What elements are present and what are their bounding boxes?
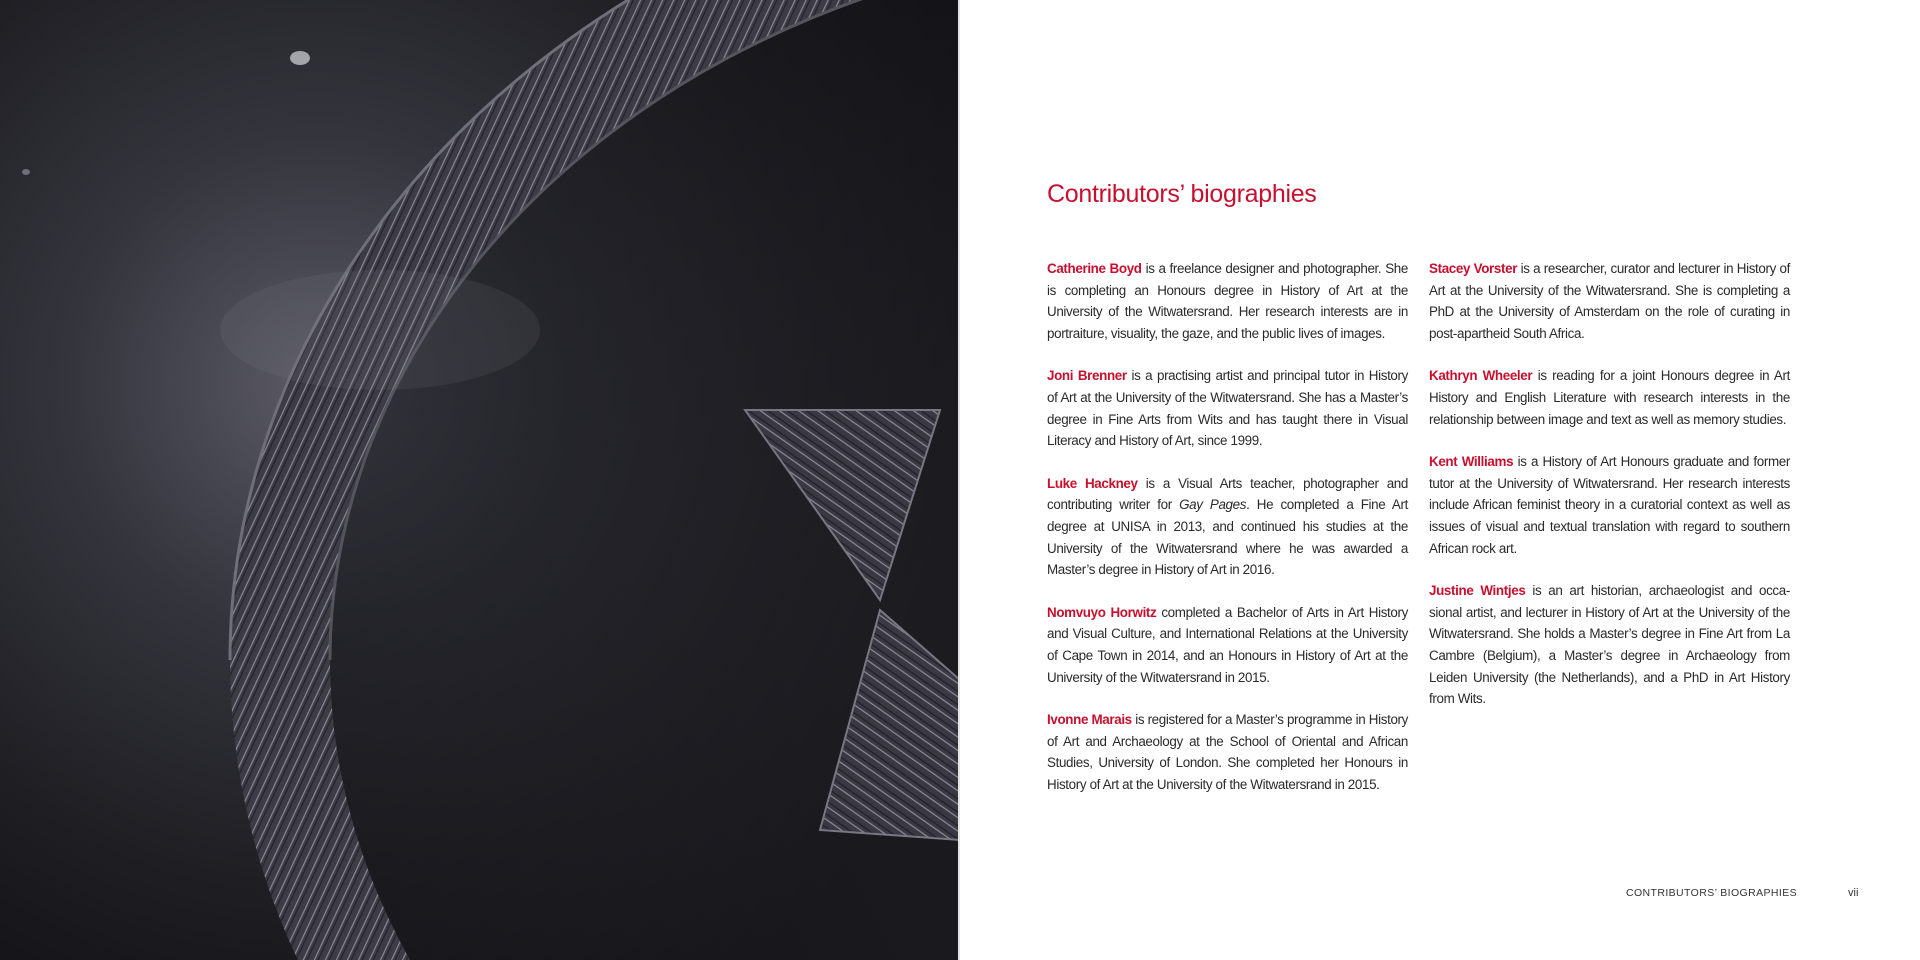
biographies-page <box>960 0 1920 960</box>
bio-entry <box>1429 451 1790 559</box>
bio-text: is a Visual Arts teacher, photographer and contributing writer for <box>1047 475 1408 513</box>
contributor-name: Kathryn Wheeler <box>1429 368 1533 384</box>
bio-text: is a freelance designer and photographer. She is completing an Honours degree in History of Art at the University of the Witwatersrand. Her research interests are in portraiture, visuality, the gaze, and the public lives of images. <box>1047 261 1408 341</box>
contributor-name: Luke Hackney <box>1047 475 1138 491</box>
bio-entry <box>1047 602 1408 688</box>
bio-entry <box>1429 580 1790 710</box>
bio-entry <box>1047 709 1408 795</box>
bio-text: is a History of Art Honours graduate and former tutor at the University of Witwatersrand. Her research interests include African feminist theory in a curatorial context as well as issues of visual and textual translation with regard to southern African rock art. <box>1429 454 1790 556</box>
contributor-name: Catherine Boyd <box>1047 261 1142 276</box>
contributor-name: Ivonne Marais <box>1047 712 1132 728</box>
bio-text: completed a Bachelor of Arts in Art History and Visual Culture, and International Relations at the University of Cape Town in 2014, and an Honours in History of Art at the University of the Witwatersrand in 2015. <box>1047 604 1408 685</box>
bio-text-continued: . He completed a Fine Art degree at UNISA in 2013, and continued his studies at the University of the Witwatersrand where he was awarded a Master’s degree in History of Art in 2016. <box>1047 497 1408 578</box>
bio-text: is reading for a joint Honours degree in Art History and English Literature with research interests in the relationship between image and text as well as memory studies. <box>1429 368 1790 427</box>
bio-entry <box>1047 258 1408 344</box>
bio-entry <box>1047 473 1408 581</box>
running-head: CONTRIBUTORS’ BIOGRAPHIES <box>1626 887 1798 899</box>
bio-entry <box>1429 365 1790 430</box>
bio-entry <box>1047 365 1408 451</box>
bio-column-right <box>1429 258 1790 731</box>
bio-text: is a researcher, curator and lecturer in History of Art at the University of the Witwatersrand. She is completing a PhD at the University of Amsterdam on the role of curating in post-apartheid South Africa. <box>1429 261 1790 341</box>
contributor-name: Nomvuyo Horwitz <box>1047 604 1157 620</box>
page-number: vii <box>1848 887 1859 899</box>
bio-text: is an art historian, archaeologist and occa-sional artist, and lecturer in History of Art at the University of the Witwatersrand. She holds a Master’s degree in Fine Art from La Cambre (Belgium), a Master’s degree in Archaeology from Leiden University (the Netherlands), and a PhD in Art History from Wits. <box>1429 583 1790 707</box>
bio-column-left <box>1047 258 1408 816</box>
bio-text: is registered for a Master’s programme in History of Art and Archaeology at the School of Oriental and African Studies, University of London. She completed her Honours in History of Art at the University of the Witwatersrand in 2015. <box>1047 712 1408 792</box>
bio-text: is a practising artist and principal tutor in History of Art at the University of the Witwatersrand. She has a Master’s degree in Fine Arts from Wits and has taught there in Visual Literacy and History of Art, since 1999. <box>1047 368 1408 449</box>
page-title: Contributors’ biographies <box>1047 180 1317 208</box>
contributor-name: Justine Wintjes <box>1429 583 1526 599</box>
contributor-name: Kent Williams <box>1429 454 1514 470</box>
contributor-name: Joni Brenner <box>1047 368 1127 384</box>
contributor-name: Stacey Vorster <box>1429 261 1518 276</box>
bio-entry <box>1429 258 1790 344</box>
publication-title: Gay Pages <box>1179 497 1247 513</box>
